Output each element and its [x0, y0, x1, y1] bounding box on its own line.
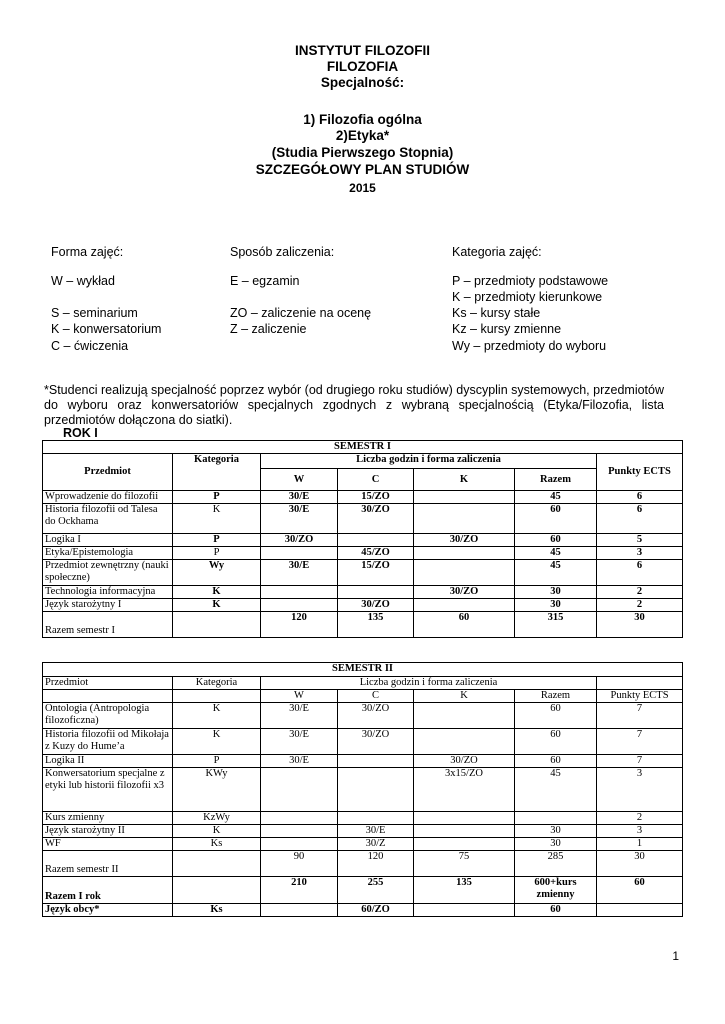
hours-c [338, 534, 414, 547]
category [173, 877, 261, 904]
legend-form-item: W – wykład [51, 274, 115, 288]
hours-w: 120 [261, 612, 338, 638]
category: K [173, 586, 261, 599]
field-title: FILOZOFIA [326, 59, 399, 74]
legend-category-item: P – przedmioty podstawowe [452, 274, 609, 288]
hours-c [338, 586, 414, 599]
hours-k [414, 703, 515, 729]
table-row [43, 586, 683, 599]
legend-form-item: K – konwersatorium [51, 322, 162, 336]
header-w: W [261, 469, 338, 491]
ects: 1 [597, 838, 683, 851]
hours-c: 60/ZO [338, 904, 414, 917]
hours-k: 135 [414, 877, 515, 904]
subject-name: Język starożytny II [43, 825, 173, 838]
specialization-1: 1) Filozofia ogólna [303, 112, 422, 127]
category: K [173, 703, 261, 729]
hours-w [261, 599, 338, 612]
hours-c: 30/ZO [338, 729, 414, 755]
hours-c: 135 [338, 612, 414, 638]
category: P [173, 491, 261, 504]
hours-w: 30/E [261, 504, 338, 534]
hours-c: 15/ZO [338, 491, 414, 504]
legend-category-title: Kategoria zajęć: [452, 245, 542, 259]
plan-title: SZCZEGÓŁOWY PLAN STUDIÓW [255, 162, 470, 177]
ects: 6 [597, 491, 683, 504]
table-row [43, 599, 683, 612]
header-total: Razem [515, 469, 597, 491]
institute-title: INSTYTUT FILOZOFII [295, 43, 430, 58]
subject-name: Razem I rok [43, 877, 173, 904]
subject-name: WF [43, 838, 173, 851]
hours-k: 3x15/ZO [414, 768, 515, 812]
subject-name: Historia filozofii od Mikołaja z Kuzy do Hume’a [43, 729, 173, 755]
header-subject: Przedmiot [43, 677, 173, 690]
category: K [173, 825, 261, 838]
legend-form-item: C – ćwiczenia [51, 339, 129, 353]
header-total: Razem [515, 690, 597, 703]
header-w: W [261, 690, 338, 703]
subject-name: Logika I [43, 534, 173, 547]
hours-w: 30/E [261, 560, 338, 586]
hours-c: 15/ZO [338, 560, 414, 586]
hours-w: 30/E [261, 729, 338, 755]
hours-total: 600+kurs zmienny [515, 877, 597, 904]
hours-k [414, 547, 515, 560]
hours-c [338, 812, 414, 825]
legend-category-item: Ks – kursy stałe [452, 306, 541, 320]
header-blank [173, 690, 261, 703]
header-ects: Punkty ECTS [597, 454, 683, 491]
ects: 30 [597, 612, 683, 638]
hours-total: 60 [515, 729, 597, 755]
hours-k [414, 812, 515, 825]
header-subject: Przedmiot [43, 454, 173, 491]
category: Wy [173, 560, 261, 586]
table-row [43, 838, 683, 851]
hours-w [261, 586, 338, 599]
specialization-note: *Studenci realizują specjalność poprzez wybór (od drugiego roku studiów) dyscyplin systemowych, przedmiotów do wyboru oraz konwersatoriów specjalnych zgodnych z wybraną specjalnością (Etyka/Filozofia, lista przedmiotów dołączona do siatki). [44, 383, 664, 427]
ects: 7 [597, 729, 683, 755]
subject-name: Logika II [43, 755, 173, 768]
plan-year: 2015 [349, 181, 376, 195]
hours-total: 30 [515, 825, 597, 838]
ects: 3 [597, 825, 683, 838]
subject-name: Historia filozofii od Talesa do Ockhama [43, 504, 173, 534]
category: K [173, 599, 261, 612]
hours-total: 45 [515, 491, 597, 504]
table-row-total [43, 851, 683, 877]
subject-name: Język starożytny I [43, 599, 173, 612]
category: K [173, 729, 261, 755]
hours-c: 30/E [338, 825, 414, 838]
year-label: ROK I [63, 426, 98, 440]
subject-name: Wprowadzenie do filozofii [43, 491, 173, 504]
legend-method-item: Z – zaliczenie [230, 322, 307, 336]
hours-total [515, 812, 597, 825]
hours-w: 30/E [261, 703, 338, 729]
hours-total: 45 [515, 547, 597, 560]
header-hours: Liczba godzin i forma zaliczenia [261, 454, 597, 469]
hours-w: 30/E [261, 755, 338, 768]
hours-total: 45 [515, 560, 597, 586]
hours-c: 30/ZO [338, 504, 414, 534]
legend-form-title: Forma zajęć: [51, 245, 124, 259]
hours-c: 120 [338, 851, 414, 877]
subject-name: Przedmiot zewnętrzny (nauki społeczne) [43, 560, 173, 586]
hours-c: 255 [338, 877, 414, 904]
hours-w: 30/ZO [261, 534, 338, 547]
ects: 3 [597, 768, 683, 812]
table-row [43, 504, 683, 534]
hours-c: 30/ZO [338, 599, 414, 612]
ects: 6 [597, 504, 683, 534]
category: Ks [173, 838, 261, 851]
legend-method-item: E – egzamin [230, 274, 300, 288]
hours-total: 30 [515, 586, 597, 599]
header-k: K [414, 469, 515, 491]
subject-name: Język obcy* [43, 904, 173, 917]
category: P [173, 755, 261, 768]
semester-2-table [42, 662, 683, 917]
hours-k [414, 504, 515, 534]
legend-category-item: Kz – kursy zmienne [452, 322, 562, 336]
table-row [43, 755, 683, 768]
category: KzWy [173, 812, 261, 825]
hours-total: 60 [515, 755, 597, 768]
table-row [43, 491, 683, 504]
ects: 30 [597, 851, 683, 877]
hours-total: 30 [515, 838, 597, 851]
table-row [43, 547, 683, 560]
category: KWy [173, 768, 261, 812]
subject-name: Etyka/Epistemologia [43, 547, 173, 560]
hours-k: 60 [414, 612, 515, 638]
table-row-year-total [43, 877, 683, 904]
header-hours: Liczba godzin i forma zaliczenia [261, 677, 597, 690]
hours-total: 60 [515, 904, 597, 917]
hours-total: 60 [515, 504, 597, 534]
header-ects: Punkty ECTS [597, 690, 683, 703]
category: P [173, 534, 261, 547]
hours-c: 30/ZO [338, 703, 414, 729]
hours-k [414, 729, 515, 755]
table-row [43, 703, 683, 729]
ects: 7 [597, 703, 683, 729]
page-number: 1 [672, 949, 679, 963]
hours-w [261, 904, 338, 917]
semester-1-table [42, 440, 683, 638]
hours-w [261, 838, 338, 851]
legend-method-title: Sposób zaliczenia: [230, 245, 335, 259]
hours-w [261, 812, 338, 825]
ects: 60 [597, 877, 683, 904]
hours-k [414, 904, 515, 917]
ects [597, 904, 683, 917]
table-row [43, 825, 683, 838]
hours-w [261, 825, 338, 838]
ects: 2 [597, 586, 683, 599]
hours-k: 75 [414, 851, 515, 877]
subject-name: Kurs zmienny [43, 812, 173, 825]
specialization-label: Specjalność: [320, 75, 405, 90]
ects: 2 [597, 599, 683, 612]
header-k: K [414, 690, 515, 703]
hours-k [414, 599, 515, 612]
legend-method-item: ZO – zaliczenie na ocenę [230, 306, 372, 320]
category: K [173, 504, 261, 534]
category: Ks [173, 904, 261, 917]
hours-c: 30/Z [338, 838, 414, 851]
hours-total: 285 [515, 851, 597, 877]
category [173, 851, 261, 877]
hours-c: 45/ZO [338, 547, 414, 560]
semester-1-title: SEMESTR I [43, 441, 683, 454]
legend-form-item: S – seminarium [51, 306, 138, 320]
hours-total: 45 [515, 768, 597, 812]
subject-name: Razem semestr II [43, 851, 173, 877]
ects: 3 [597, 547, 683, 560]
hours-k [414, 825, 515, 838]
semester-2-title: SEMESTR II [43, 663, 683, 677]
table-row [43, 812, 683, 825]
hours-total: 60 [515, 703, 597, 729]
legend-category-item: K – przedmioty kierunkowe [452, 290, 603, 304]
hours-w: 30/E [261, 491, 338, 504]
header-blank [43, 690, 173, 703]
hours-total: 315 [515, 612, 597, 638]
category: P [173, 547, 261, 560]
hours-k: 30/ZO [414, 534, 515, 547]
table-row [43, 768, 683, 812]
hours-k [414, 838, 515, 851]
header-ects-empty [597, 677, 683, 690]
legend-category-item: Wy – przedmioty do wyboru [452, 339, 607, 353]
hours-w [261, 768, 338, 812]
category [173, 612, 261, 638]
ects: 6 [597, 560, 683, 586]
table-row-language [43, 904, 683, 917]
subject-name: Ontologia (Antropologia filozoficzna) [43, 703, 173, 729]
ects: 2 [597, 812, 683, 825]
hours-total: 60 [515, 534, 597, 547]
table-row-total [43, 612, 683, 638]
table-row [43, 560, 683, 586]
subject-name: Konwersatorium specjalne z etyki lub historii filozofii x3 [43, 768, 173, 812]
hours-k: 30/ZO [414, 586, 515, 599]
hours-c [338, 768, 414, 812]
hours-k [414, 560, 515, 586]
subject-name: Razem semestr I [43, 612, 173, 638]
hours-k [414, 491, 515, 504]
header-category: Kategoria [173, 454, 261, 491]
table-row [43, 534, 683, 547]
hours-total: 30 [515, 599, 597, 612]
hours-w: 90 [261, 851, 338, 877]
ects: 5 [597, 534, 683, 547]
hours-w: 210 [261, 877, 338, 904]
hours-c [338, 755, 414, 768]
table-row [43, 729, 683, 755]
hours-w [261, 547, 338, 560]
header-c: C [338, 690, 414, 703]
specialization-2: 2)Etyka* [335, 128, 390, 143]
header-c: C [338, 469, 414, 491]
hours-k: 30/ZO [414, 755, 515, 768]
header-category: Kategoria [173, 677, 261, 690]
study-level: (Studia Pierwszego Stopnia) [271, 145, 454, 160]
subject-name: Technologia informacyjna [43, 586, 173, 599]
ects: 7 [597, 755, 683, 768]
